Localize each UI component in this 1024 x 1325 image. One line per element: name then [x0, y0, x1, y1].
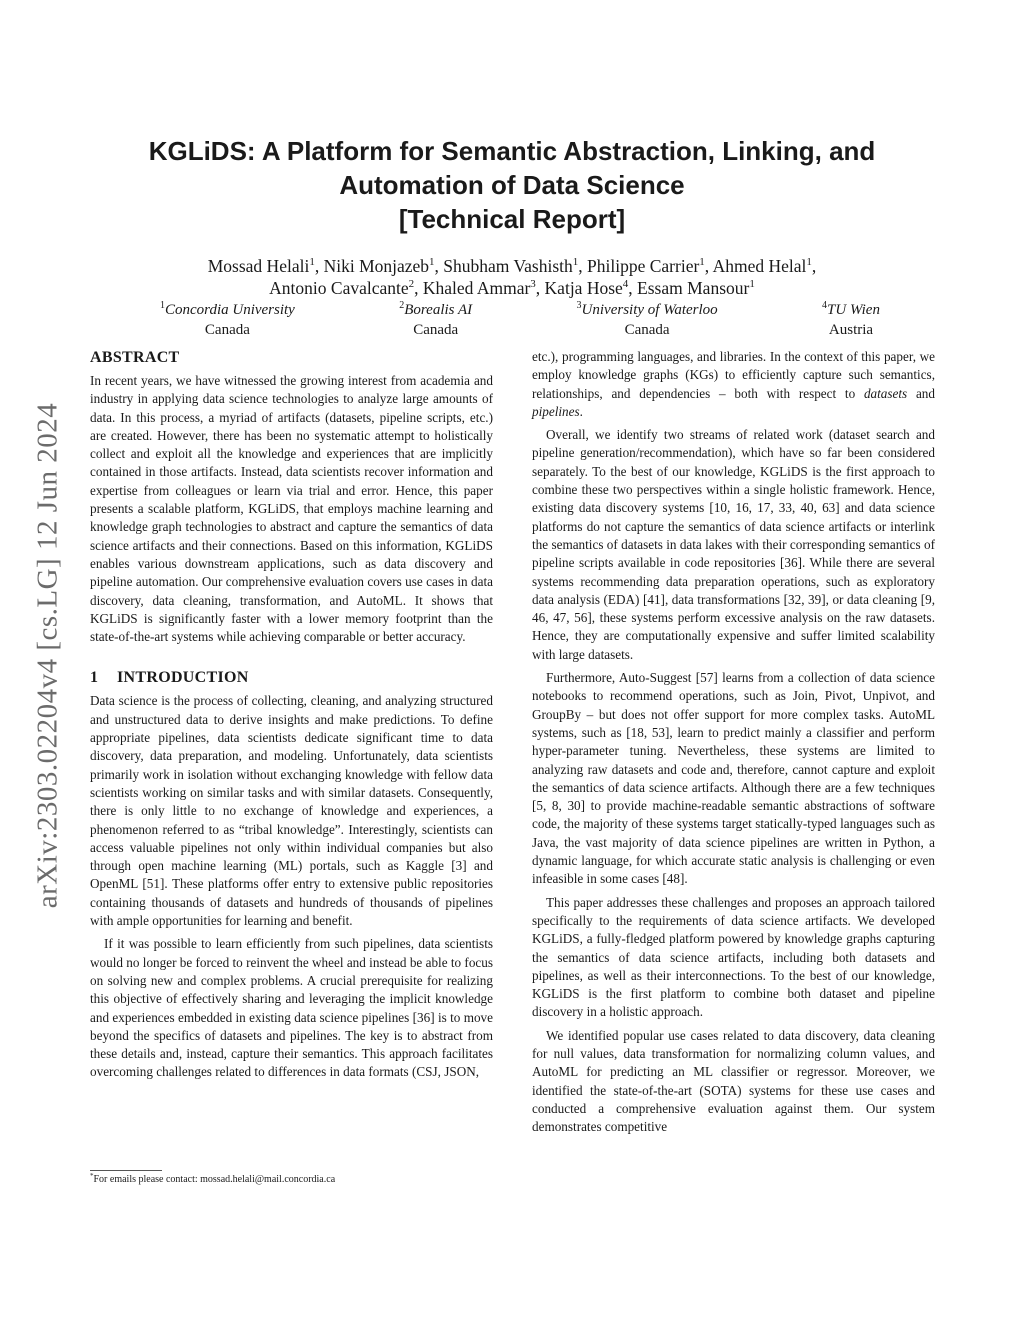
body-paragraph: We identified popular use cases related to data discovery, data cleaning for null values, data transformation for normalizing column values, and AutoML for predicting an ML classifier or regressor. Moreover, we identified the state-of-the-art (SOTA) systems for these use cases and conducted a comprehensive evaluation against them. Our system demonstrates competitive: [532, 1027, 935, 1135]
text-run: and: [907, 385, 935, 401]
emphasis-pipelines: pipelines: [532, 403, 580, 419]
author-affiliation-mark: 4: [622, 278, 629, 290]
footnote: [90, 1173, 335, 1186]
author-affiliation-mark: 1: [749, 278, 755, 290]
arxiv-identifier-stamp: [28, 360, 68, 950]
affiliation: [577, 300, 718, 340]
author-name: Katja Hose: [544, 278, 623, 298]
body-paragraph: Data science is the process of collecting, cleaning, and analyzing structured and unstructured data to derive insights and make predictions. To define appropriate pipelines, data scientists dedicate significant time to data discovery, data preparation, and modeling. Unfortunately, data scientists primarily work in isolation without exchanging knowledge with fellow data scientists working on similar tasks and with similar datasets. Consequently, there is only little to no exchange of knowledge and experiences, a phenomenon referred to as “tribal knowledge”. Interestingly, scientists can access valuable pipelines not only within individual companies but also through open machine learning (ML) portals, such as Kaggle [3] and OpenML [51]. These platforms offer entry to extensive public repositories containing thousands of datasets and hundreds of thousands of pipelines with ample opportunities for learning and benefit.: [90, 693, 493, 929]
affiliation-country: Canada: [624, 322, 670, 338]
footnote-divider: [90, 1170, 162, 1171]
author-separator: ,: [628, 278, 638, 298]
author-separator: ,: [414, 278, 423, 298]
author-separator: ,: [704, 256, 713, 276]
author-line: [60, 255, 964, 277]
author-name: Mossad Helali: [207, 256, 310, 276]
section-title: INTRODUCTION: [117, 669, 249, 687]
affiliation: [822, 300, 880, 340]
affiliation-name: TU Wien: [827, 302, 880, 318]
author-separator: ,: [811, 256, 817, 276]
affiliation-country: Canada: [204, 322, 250, 338]
author-affiliation-mark: 2: [408, 278, 415, 290]
affiliation-country: Canada: [413, 322, 459, 338]
abstract-heading: ABSTRACT: [90, 349, 180, 366]
affiliation-number: 2: [399, 300, 405, 311]
arxiv-identifier-text: arXiv:2303.02204v4 [cs.LG] 12 Jun 2024: [31, 402, 64, 908]
body-paragraph: [532, 348, 935, 421]
left-column: [90, 348, 493, 1087]
author-line: [60, 277, 964, 299]
footnote-text: For emails please contact: mossad.helali@mail.concordia.ca: [93, 1174, 336, 1185]
affiliation-name: Borealis AI: [404, 302, 473, 318]
affiliation: [399, 300, 472, 340]
author-name: Essam Mansour: [637, 278, 750, 298]
author-separator: ,: [314, 256, 324, 276]
affiliation-list: [160, 300, 880, 340]
body-paragraph: If it was possible to learn efficiently from such pipelines, data scientists would no longer be forced to reinvent the wheel and instead be able to focus on solving new and complex problems. A crucial prerequisite for realizing this objective of effectively sharing and leveraging the implicit knowledge and experiences embedded in existing data science pipelines [36] is to move beyond the specifics of datasets and pipelines. The key is to abstract from these details and, instead, capture their semantics. This approach facilitates overcoming challenges related to differences in data formats (CSJ, JSON,: [90, 936, 493, 1080]
author-name: Ahmed Helal: [712, 256, 807, 276]
author-separator: ,: [535, 278, 545, 298]
text-run: etc.), programming languages, and libraries. In the context of this paper, we employ knowledge graphs (KGs) to efficiently capture such semantics, relationships, and dependencies – both with respect to: [532, 349, 935, 401]
affiliation-number: 1: [160, 300, 165, 311]
author-affiliation-mark: 1: [572, 256, 579, 268]
paper-title: [60, 134, 964, 236]
affiliation-country: Austria: [828, 322, 874, 338]
author-list: [60, 255, 964, 299]
title-line: Automation of Data Science: [339, 170, 685, 200]
author-affiliation-mark: 1: [309, 256, 315, 268]
abstract-text: In recent years, we have witnessed the growing interest from academia and industry in applying data science technologies to analyze large amounts of data. In this process, a myriad of artifacts (datasets, pipeline scripts, etc.) are created. However, there has been no systematic attempt to holistically collect and exploit all the knowledge and experiences that are implicitly contained in those artifacts. Instead, data scientists recover information and expertise from colleagues or learn via trial and error. Hence, this paper presents a scalable platform, KGLiDS, that employs machine learning and knowledge graph technologies to abstract and capture the semantics of data science artifacts and their connections. Based on this information, KGLiDS enables various downstream applications, such as data discovery and pipeline automation. Our comprehensive evaluation covers use cases in data discovery, data cleaning, transformation, and AutoML. It shows that KGLiDS is significantly faster with a lower memory footprint than the state-of-the-art systems while achieving comparable or better accuracy.: [90, 373, 493, 645]
introduction-heading: [90, 668, 493, 688]
text-run: .: [579, 403, 583, 419]
affiliation-name: Concordia University: [165, 302, 295, 318]
author-affiliation-mark: 3: [530, 278, 536, 290]
author-separator: ,: [578, 256, 588, 276]
author-name: Khaled Ammar: [422, 278, 531, 298]
affiliation: [160, 300, 295, 340]
right-column: [532, 348, 935, 1141]
body-paragraph: Overall, we identify two streams of related work (dataset search and pipeline generation/recommendation), which have so far been considered separately. To the best of our knowledge, KGLiDS is the first approach to combine these two perspectives within a single holistic framework. Hence, existing data discovery systems [10, 16, 17, 33, 40, 63] and data science platforms do not capture the semantics of data science artifacts or interlink the semantics of datasets in data lakes with their corresponding semantics of pipeline scripts available in code repositories [36]. While there are several systems recommending data preparation operations, such as exploratory data analysis (EDA) [41], data transformations [32, 39], or data cleaning [9, 46, 47, 56], these systems perform excessive analysis on the raw datasets. Hence, they are computationally expensive and suffer limited scalability with large datasets.: [532, 427, 935, 662]
author-name: Shubham Vashisth: [443, 256, 573, 276]
emphasis-datasets: datasets: [863, 385, 908, 401]
author-name: Antonio Cavalcante: [269, 278, 409, 298]
author-affiliation-mark: 1: [806, 256, 812, 268]
body-paragraph: Furthermore, Auto-Suggest [57] learns from a collection of data science notebooks to recommend operations, such as Join, Pivot, Unpivot, and GroupBy – but does not offer support for more complex tasks. AutoML systems, such as [18, 53], learn to predict mainly a classifier and perform hyper-parameter tuning. Nevertheless, these systems are limited to analyzing raw datasets and code and, therefore, cannot capture and exploit the semantics of data science artifacts. Although there are a few techniques [5, 8, 30] to provide machine-readable semantic abstractions of software code, the majority of these systems target statically-typed languages such as Java, the vast majority of data science pipelines are written in Python, a dynamic language, for which accurate static analysis is challenging or even infeasible in some cases [48].: [532, 670, 935, 887]
section-number: 1: [90, 669, 99, 687]
author-name: Niki Monjazeb: [323, 256, 430, 276]
affiliation-name: University of Waterloo: [581, 302, 718, 318]
author-affiliation-mark: 1: [699, 256, 705, 268]
body-paragraph: This paper addresses these challenges and proposes an approach tailored specifically to the requirements of data science artifacts. We developed KGLiDS, a fully-fledged platform powered by knowledge graphs capturing the semantics of data science artifacts, including both datasets and pipelines, as well as their interconnections. To the best of our knowledge, KGLiDS is the first platform to combine both dataset and pipeline discovery in a holistic approach.: [532, 894, 935, 1020]
author-name: Philippe Carrier: [587, 256, 700, 276]
title-line: [Technical Report]: [398, 204, 626, 234]
affiliation-number: 4: [822, 300, 828, 311]
footnote-mark: *: [90, 1172, 94, 1180]
author-separator: ,: [434, 256, 444, 276]
title-line: KGLiDS: A Platform for Semantic Abstraction, Linking, and: [148, 136, 876, 166]
affiliation-number: 3: [576, 300, 582, 311]
author-affiliation-mark: 1: [429, 256, 435, 268]
